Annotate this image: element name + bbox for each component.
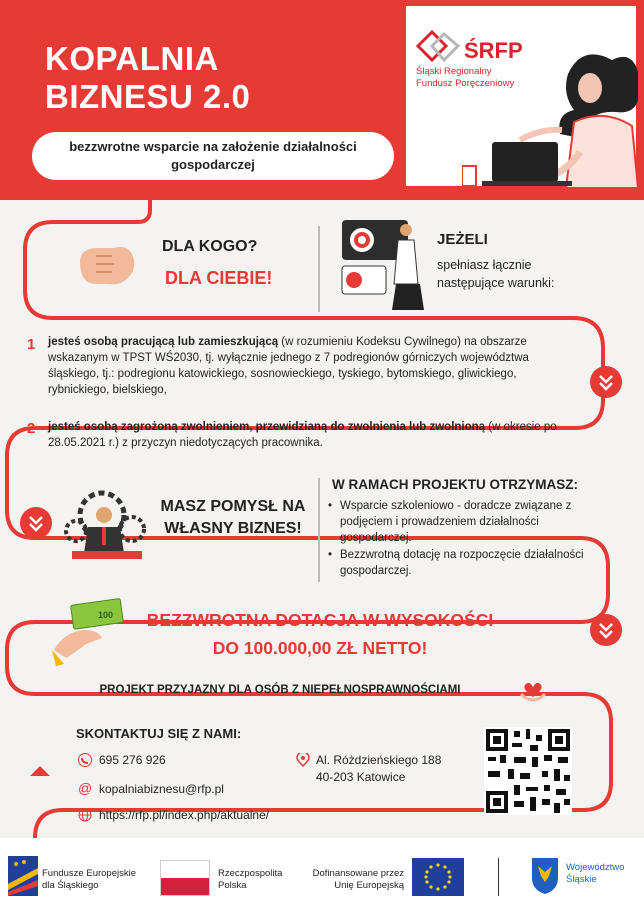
if-title: JEŻELI	[437, 231, 488, 248]
condition-text: (w rozumieniu Kodeksu Cywilnego) na obszarze wskazanym w TPST WŚ2030, tj. wyłącznie jednego z 7 podregionów górniczych województwa śląskiego, tj.: podregionu katowickiego, sosnowieckiego, tyskiego, bytomskiego, gliwickiego, rybnickiego, bielskiego,	[48, 336, 529, 396]
who-section	[62, 224, 302, 294]
condition-bold: jesteś osobą zagrożoną zwolnieniem, przewidzianą do zwolnienia lub zwolnioną	[48, 421, 486, 433]
pointing-hand-icon	[76, 240, 138, 286]
woj-slaskie-crest-icon	[530, 856, 560, 894]
srfp-logo-subtitle: Śląski Regionalny Fundusz Poręczeniowy	[416, 66, 515, 89]
project-bullet-1: • Wsparcie szkoleniowo - doradcze związane z podjęciem i prowadzeniem działalności gospodarczej.	[328, 498, 603, 546]
rp-logo-text: Rzeczpospolita Polska	[218, 868, 283, 891]
page-title: KOPALNIA BIZNESU 2.0	[45, 40, 251, 115]
chevron-down-icon	[20, 507, 52, 539]
location-pin-icon	[296, 753, 310, 767]
qr-code[interactable]	[484, 727, 572, 815]
accessible-note: PROJEKT PRZYJAZNY DLA OSÓB Z NIEPEŁNOSPRAWNOŚCIAMI	[99, 684, 461, 696]
woj-logo-text: Województwo Śląskie	[566, 862, 625, 885]
phone-icon	[78, 753, 92, 767]
who-question: DLA KOGO?	[162, 238, 258, 255]
address-line-1: Al. Różdzieńskiego 188	[316, 753, 442, 767]
project-bullet-2: • Bezzwrotną dotację na rozpoczęcie działalności gospodarczej.	[328, 547, 603, 579]
ue-logo-text: Dofinansowane przez Unię Europejską	[312, 868, 404, 891]
svg-text:100: 100	[98, 610, 114, 620]
pl-flag-icon	[160, 860, 210, 896]
condition-1	[48, 334, 576, 398]
condition-2	[48, 419, 576, 451]
srfp-logo-name: ŚRFP	[464, 38, 523, 63]
project-title: W RAMACH PROJEKTU OTRZYMASZ:	[332, 477, 578, 492]
divider	[498, 858, 499, 896]
fe-logo-icon	[8, 856, 38, 896]
eu-flag-icon	[412, 858, 464, 896]
address-line-2: 40-203 Katowice	[316, 770, 406, 784]
condition-bold: jesteś osobą pracującą lub zamieszkującą	[48, 336, 279, 348]
grant-line-2: DO 100.000,00 ZŁ NETTO!	[212, 638, 428, 658]
divider	[318, 226, 320, 312]
if-text: spełniasz łącznie następujące warunki:	[437, 258, 555, 290]
grant-line-1: BEZZWROTNA DOTACJA W WYSOKOŚCI	[146, 610, 494, 630]
businessman-gears-illustration	[62, 485, 152, 565]
condition-text: (w okresie po 28.05.2021 r.) z przyczyn niedotyczących pracownika.	[48, 421, 557, 449]
chevron-down-icon	[590, 614, 622, 646]
condition-number: 1	[27, 336, 36, 353]
contact-website[interactable]: https://rfp.pl/index.php/aktualne/	[99, 808, 270, 822]
idea-text: MASZ POMYSŁ NA WŁASNY BIZNES!	[160, 498, 306, 537]
divider	[318, 478, 320, 582]
footer-logos	[0, 838, 644, 915]
heart-hands-icon	[520, 678, 546, 702]
subtitle-pill: bezzwrotne wsparcie na założenie działalności gospodarczej	[32, 132, 394, 180]
at-sign-icon	[78, 781, 92, 795]
condition-number: 2	[27, 420, 36, 437]
contact-title: SKONTAKTUJ SIĘ Z NAMI:	[76, 726, 242, 741]
chevron-down-icon	[590, 366, 622, 398]
globe-icon	[78, 808, 92, 822]
fe-logo-text: Fundusze Europejskie dla Śląskiego	[42, 868, 136, 891]
svg-text:@: @	[78, 781, 92, 795]
target-presentation-illustration	[340, 220, 432, 312]
contact-phone[interactable]: 695 276 926	[99, 753, 166, 767]
who-answer: DLA CIEBIE!	[165, 268, 273, 288]
contact-email[interactable]: kopalniabiznesu@rfp.pl	[99, 782, 224, 796]
